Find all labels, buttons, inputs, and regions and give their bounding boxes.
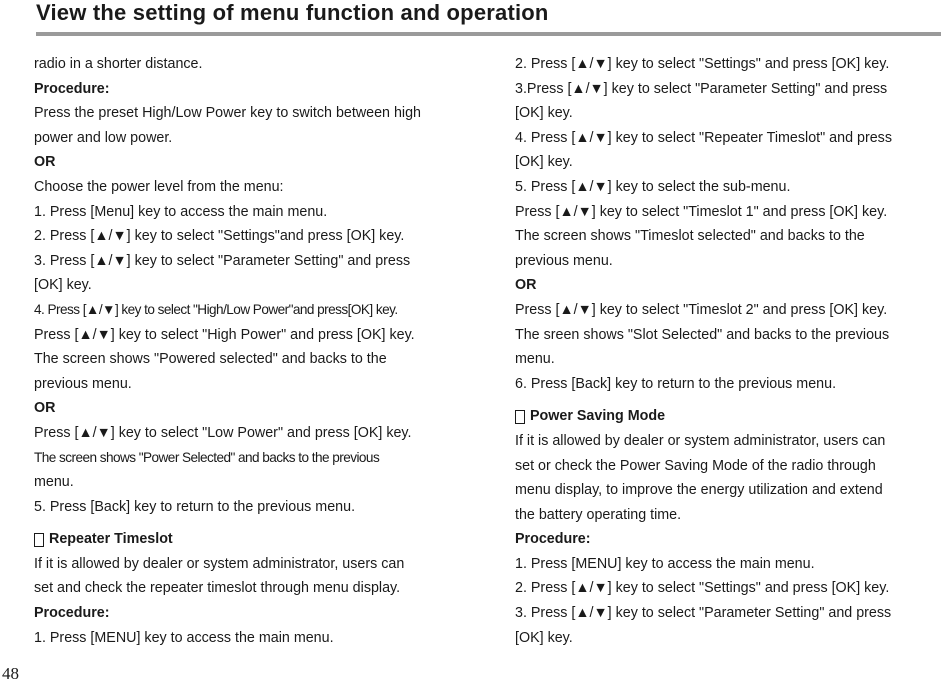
text-line: The screen shows "Powered selected" and backs to the: [34, 351, 387, 368]
spacer: [34, 519, 466, 527]
text-line: [OK] key.: [34, 277, 92, 294]
text-line: The screen shows "Timeslot selected" and backs to the: [515, 228, 865, 245]
text-line: If it is allowed by dealer or system administrator, users can: [515, 432, 886, 449]
text-line: [OK] key.: [515, 629, 573, 646]
text-line: set or check the Power Saving Mode of the radio through: [515, 457, 876, 474]
right-column: [515, 52, 941, 650]
step-line: 4. Press [▲/▼] key to select "High/Low Power"and press[OK] key.: [34, 301, 398, 317]
or-heading: OR: [34, 400, 56, 417]
section-title-text: Repeater Timeslot: [49, 531, 173, 548]
step-line: 5. Press [Back] key to return to the previous menu.: [34, 498, 356, 515]
text-line: radio in a shorter distance.: [34, 56, 203, 72]
text-line: [OK] key.: [515, 105, 573, 122]
text-line: previous menu.: [34, 375, 132, 392]
text-line: Press [▲/▼] key to select "Timeslot 2" and press [OK] key.: [515, 301, 888, 318]
text-line: menu display, to improve the energy utilization and extend: [515, 482, 883, 499]
checkbox-square-icon: [515, 410, 525, 424]
section-title-text: Power Saving Mode: [530, 408, 666, 425]
step-line: 5. Press [▲/▼] key to select the sub-menu.: [515, 178, 791, 195]
text-line: Choose the power level from the menu:: [34, 178, 284, 195]
checkbox-square-icon: [34, 533, 44, 547]
step-line: 2. Press [▲/▼] key to select "Settings" and press [OK] key.: [515, 56, 890, 72]
page-title: View the setting of menu function and operation: [36, 0, 549, 25]
procedure-heading: Procedure:: [34, 80, 110, 97]
left-column: [34, 52, 466, 650]
header-divider: [36, 32, 941, 36]
text-line: menu.: [515, 351, 555, 368]
text-line: If it is allowed by dealer or system administrator, users can: [34, 555, 405, 572]
text-line: previous menu.: [515, 252, 613, 269]
text-line: the battery operating time.: [515, 506, 682, 523]
text-line: [OK] key.: [515, 154, 573, 171]
step-line: 2. Press [▲/▼] key to select "Settings" and press [OK] key.: [515, 580, 890, 597]
text-line: The screen shows "Power Selected" and backs to the previous: [34, 449, 380, 465]
text-line: Press [▲/▼] key to select "Low Power" and press [OK] key.: [34, 424, 412, 441]
step-line: 1. Press [MENU] key to access the main menu.: [515, 555, 815, 572]
text-line: The sreen shows "Slot Selected" and backs to the previous: [515, 326, 890, 343]
procedure-heading: Procedure:: [515, 531, 591, 548]
step-line: 1. Press [Menu] key to access the main menu.: [34, 203, 328, 220]
step-line: 3. Press [▲/▼] key to select "Parameter Setting" and press: [34, 252, 411, 269]
step-line: 1. Press [MENU] key to access the main menu.: [34, 629, 334, 646]
section-title-repeater-timeslot: [34, 527, 466, 552]
text-line: power and low power.: [34, 129, 173, 146]
or-heading: OR: [515, 277, 537, 294]
text-line: Press [▲/▼] key to select "High Power" and press [OK] key.: [34, 326, 415, 343]
step-line: 2. Press [▲/▼] key to select "Settings"and press [OK] key.: [34, 228, 405, 245]
spacer: [515, 396, 941, 404]
page-number: 48: [2, 664, 19, 683]
text-line: Press [▲/▼] key to select "Timeslot 1" and press [OK] key.: [515, 203, 888, 220]
section-title-power-saving-mode: [515, 404, 941, 429]
text-line: Press the preset High/Low Power key to switch between high: [34, 105, 422, 122]
text-line: set and check the repeater timeslot through menu display.: [34, 580, 401, 597]
step-line: 3.Press [▲/▼] key to select "Parameter Setting" and press: [515, 80, 888, 97]
step-line: 6. Press [Back] key to return to the previous menu.: [515, 375, 837, 392]
or-heading: OR: [34, 154, 56, 171]
step-line: 3. Press [▲/▼] key to select "Parameter Setting" and press: [515, 605, 892, 622]
procedure-heading: Procedure:: [34, 605, 110, 622]
text-line: menu.: [34, 474, 74, 491]
step-line: 4. Press [▲/▼] key to select "Repeater Timeslot" and press: [515, 129, 892, 146]
